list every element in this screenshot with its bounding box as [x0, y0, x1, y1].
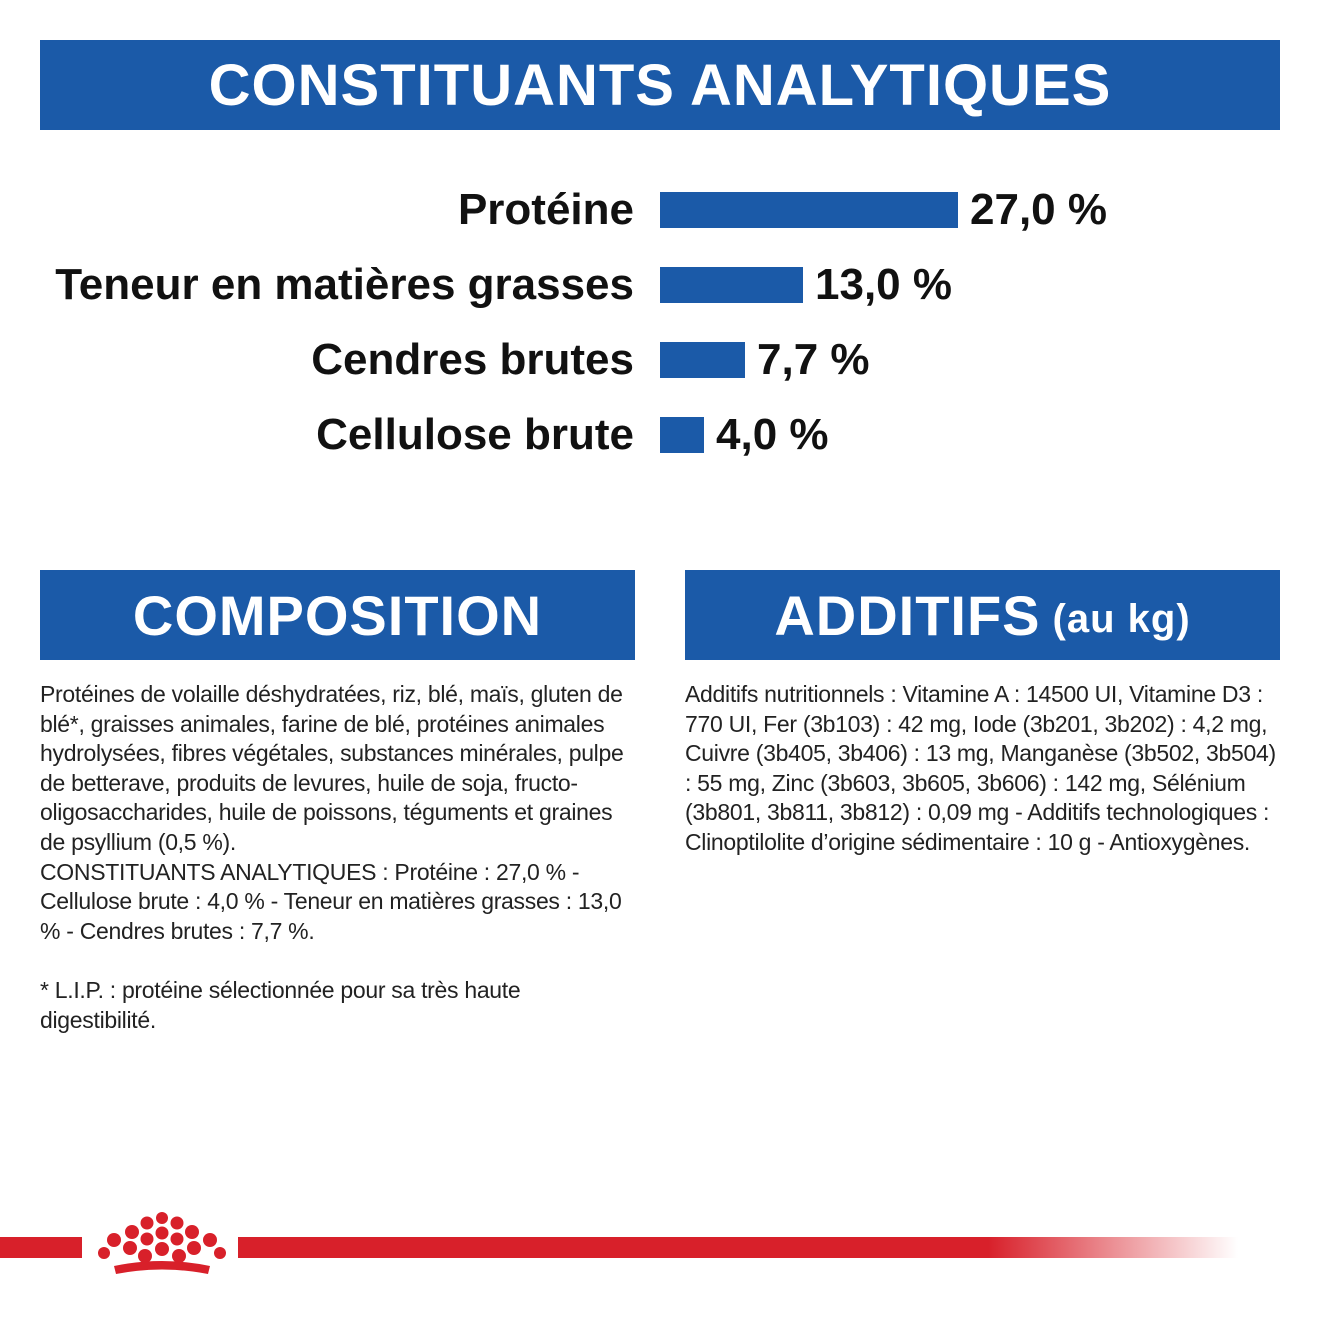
crown-icon	[92, 1208, 232, 1283]
footer-red-line-left	[0, 1237, 82, 1258]
chart-category-label: Teneur en matières grasses	[55, 260, 634, 309]
composition-ingredients: Protéines de volaille déshydratées, riz, blé, maïs, gluten de blé*, graisses animales, farine de blé, protéines animales hydrolysées, fibres végétales, substances minérales, pulpe de betterave, produits de levures, huile de soja, fructo-oligosaccharides, huile de poissons, téguments et graines de psyllium (0,5 %).	[40, 681, 624, 855]
chart-category-label: Protéine	[457, 185, 634, 234]
composition-footnote: * L.I.P. : protéine sélectionnée pour sa très haute digestibilité.	[40, 977, 521, 1033]
additives-banner	[685, 570, 1280, 660]
analytic-constituents-title: CONSTITUANTS ANALYTIQUES	[208, 52, 1112, 118]
chart-bar	[660, 267, 803, 303]
chart-row	[0, 255, 1320, 315]
chart-row	[0, 180, 1320, 240]
chart-value-label: 7,7 %	[757, 335, 870, 384]
additives-title: ADDITIFS	[774, 583, 1041, 647]
composition-text	[40, 680, 640, 1036]
chart-value-label: 13,0 %	[815, 260, 952, 309]
chart-bar	[660, 192, 958, 228]
chart-row	[0, 405, 1320, 465]
chart-value-label: 4,0 %	[716, 410, 829, 459]
composition-title: COMPOSITION	[132, 583, 543, 647]
chart-value-label: 27,0 %	[970, 185, 1107, 234]
additives-subtitle: (au kg)	[1052, 596, 1191, 641]
chart-bar	[660, 417, 704, 453]
composition-banner	[40, 570, 635, 660]
additives-text: Additifs nutritionnels : Vitamine A : 14500 UI, Vitamine D3 : 770 UI, Fer (3b103) : 42 mg, Iode (3b201, 3b202) : 4,2 mg, Cuivre (3b405, 3b406) : 13 mg, Manganèse (3b502, 3b504) : 55 mg, Zinc (3b603, 3b605, 3b606) : 142 mg, Sélénium (3b801, 3b811, 3b812) : 0,09 mg - Additifs technologiques : Clinoptilolite d’origine sédimentaire : 10 g - Antioxygènes.	[685, 681, 1276, 855]
chart-category-label: Cellulose brute	[316, 410, 634, 459]
analytic-constituents-banner	[40, 40, 1280, 130]
chart-row	[0, 330, 1320, 390]
chart-bar	[660, 342, 745, 378]
chart-category-label: Cendres brutes	[311, 335, 634, 384]
analytic-constituents-chart	[0, 180, 1320, 480]
footer-red-line-right	[238, 1237, 1238, 1258]
composition-analytic-summary: CONSTITUANTS ANALYTIQUES : Protéine : 27,0 % - Cellulose brute : 4,0 % - Teneur en matières grasses : 13,0 % - Cendres brutes : 7,7 %.	[40, 858, 622, 944]
